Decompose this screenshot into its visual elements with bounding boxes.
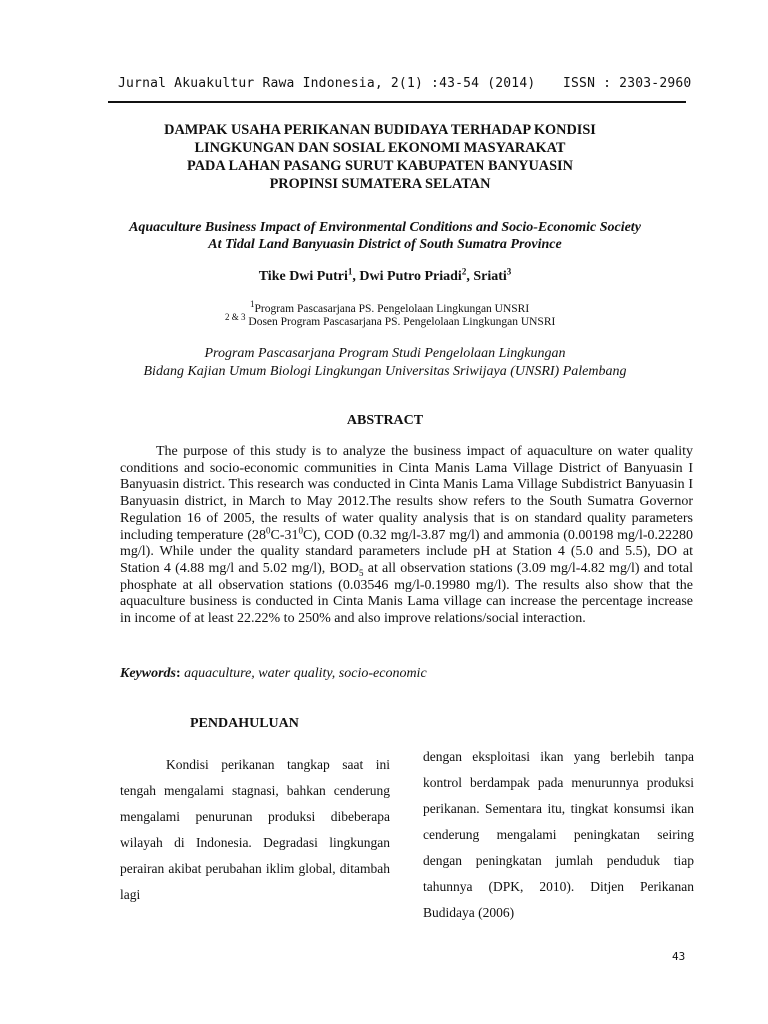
paper-title-indonesian bbox=[90, 121, 670, 193]
keywords-colon: : bbox=[176, 666, 185, 681]
body-paragraph: Kondisi perikanan tangkap saat ini tengah mengalami stagnasi, bahkan cenderung mengalami penurunan produksi dibeberapa wilayah di Indonesia. Degradasi lingkungan perairan akibat perubahan iklim global, ditambah lagi bbox=[120, 757, 390, 902]
keywords-label: Keywords bbox=[120, 666, 176, 681]
author-name: Dwi Putro Priadi bbox=[359, 269, 462, 284]
title-line: At Tidal Land Banyuasin District of South Sumatra Province bbox=[208, 237, 562, 252]
affiliation-text: Program Pascasarjana PS. Pengelolaan Lingkungan UNSRI bbox=[254, 303, 530, 315]
page-number: 43 bbox=[672, 950, 686, 963]
keywords-text: aquaculture, water quality, socio-economic bbox=[184, 666, 427, 681]
section-heading: PENDAHULUAN bbox=[190, 716, 299, 731]
abstract-paragraph bbox=[120, 444, 693, 628]
author-sup: 2 bbox=[461, 266, 467, 277]
body-paragraph: dengan eksploitasi ikan yang berlebih tanpa kontrol berdampak pada menurunnya produksi perikanan. Sementara itu, tingkat konsumsi ikan cenderung mengalami peningkatan seiring dengan peningkatan jumlah penduduk tiap tahunnya (DPK, 2010). Ditjen Perikanan Budidaya (2006) bbox=[423, 749, 694, 920]
journal-citation: Jurnal Akuakultur Rawa Indonesia, 2(1) :43-54 (2014) bbox=[118, 76, 536, 91]
title-line: LINGKUNGAN DAN SOSIAL EKONOMI MASYARAKAT bbox=[194, 140, 566, 156]
paper-title-english bbox=[90, 219, 680, 253]
abstract-text: C), COD (0.32 mg/l-3.87 mg/l) and ammonia (0.00198 mg/l-0.22280 mg/l). While under the quality standard parameters include pH at Station 4 (5.0 and 5.5), DO at Station 4 (4.88 mg/l and 5.02 mg/l), BOD bbox=[120, 527, 693, 576]
affiliation-2 bbox=[225, 312, 556, 328]
author-separator: , bbox=[352, 269, 360, 284]
body-column-right bbox=[423, 744, 694, 926]
title-line: Aquaculture Business Impact of Environmental Conditions and Socio-Economic Society bbox=[129, 220, 641, 235]
abstract-heading: ABSTRACT bbox=[346, 413, 424, 428]
author-separator: , bbox=[466, 269, 474, 284]
author-sup: 3 bbox=[506, 266, 512, 277]
author-name: Tike Dwi Putri bbox=[258, 269, 348, 284]
abstract-text: at all observation stations (3.09 mg/l-4.82 mg/l) and total phosphate at all observation stations (0.03546 mg/l-0.19980 mg/l). The results also show that the aquaculture business is conducted in Cinta Manis Lama village can increase the percentage increase in income of at least 22.22% to 250% and also improve relations/social interaction. bbox=[120, 560, 693, 627]
body-column-left bbox=[120, 752, 390, 908]
institution-line: Program Pascasarjana Program Studi Pengelolaan Lingkungan bbox=[204, 346, 566, 361]
abstract-text: C-31 bbox=[270, 527, 299, 543]
header-rule bbox=[108, 101, 686, 103]
institution bbox=[90, 345, 680, 381]
author-sup: 1 bbox=[347, 266, 353, 277]
affiliation-sup: 1 bbox=[250, 299, 255, 310]
degree-sup: 0 bbox=[298, 524, 303, 535]
bod-subscript: 5 bbox=[359, 567, 364, 578]
issn: ISSN : 2303-2960 bbox=[563, 76, 692, 91]
institution-line: Bidang Kajian Umum Biologi Lingkungan Universitas Sriwijaya (UNSRI) Palembang bbox=[143, 364, 627, 379]
keywords bbox=[120, 666, 427, 682]
abstract-text: The purpose of this study is to analyze the business impact of aquaculture on water quality conditions and socio-economic communities in Cinta Manis Lama Village District of Banyuasin I Banyuasin district. This research was conducted in Cinta Manis Lama Village Subdistrict Banyuasin I Banyuasin district, in March to May 2012.The results show refers to the South Sumatra Governor Regulation 16 of 2005, the results of water quality analysis that is on standard quality parameters including temperature (28 bbox=[120, 444, 693, 543]
abstract-body bbox=[120, 444, 693, 628]
affiliation-text: Dosen Program Pascasarjana PS. Pengelolaan Lingkungan UNSRI bbox=[245, 316, 556, 328]
author-list bbox=[90, 266, 680, 285]
affiliation-1 bbox=[250, 299, 530, 315]
author-name: Sriati bbox=[473, 269, 507, 284]
affiliation-sup: 2 & 3 bbox=[225, 312, 246, 323]
title-line: DAMPAK USAHA PERIKANAN BUDIDAYA TERHADAP KONDISI bbox=[164, 122, 596, 138]
title-line: PROPINSI SUMATERA SELATAN bbox=[269, 176, 491, 192]
title-line: PADA LAHAN PASANG SURUT KABUPATEN BANYUASIN bbox=[187, 158, 573, 174]
degree-sup: 0 bbox=[265, 524, 271, 535]
